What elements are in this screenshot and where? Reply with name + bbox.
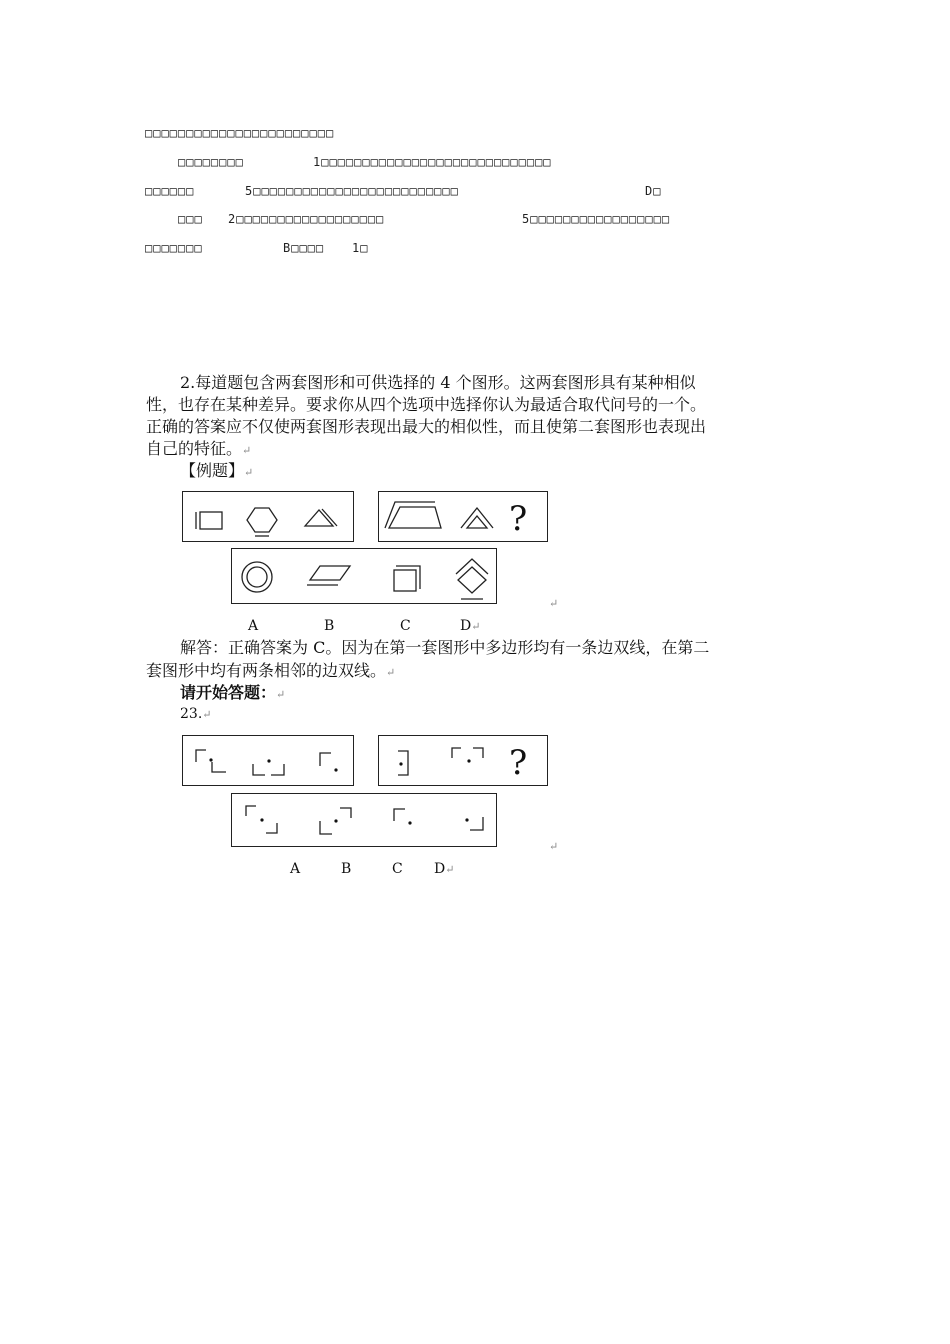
intro-line-2: 性，也存在某种差异。要求你从四个选项中选择你认为最适合取代问号的一个。 <box>146 395 707 414</box>
example-options-panel <box>231 548 497 604</box>
q23-option-label-a: A <box>290 861 301 877</box>
q23-options-figures <box>232 794 498 848</box>
q23-set-1-figures <box>183 736 355 787</box>
return-mark-2: ↵ <box>549 840 559 853</box>
answer-line-1: 解答：正确答案为 C。因为在第一套图形中多边形均有一条边双线，在第二 <box>180 638 710 657</box>
example-set-2-panel <box>378 491 548 542</box>
garbled-line-4a: □□□ <box>178 212 203 226</box>
intro-line-3: 正确的答案应不仅使两套图形表现出最大的相似性，而且使第二套图形也表现出 <box>146 417 707 436</box>
garbled-line-5a: □□□□□□□ <box>145 241 203 255</box>
answer-line-2: 套图形中均有两条相邻的边双线。↵ <box>146 661 396 680</box>
garbled-line-2b: 1□□□□□□□□□□□□□□□□□□□□□□□□□□□□ <box>313 155 552 169</box>
example-option-label-c: C <box>400 618 411 634</box>
example-set-1-panel <box>182 491 354 542</box>
garbled-line-3b: 5□□□□□□□□□□□□□□□□□□□□□□□□□ <box>245 184 459 198</box>
q23-option-label-c: C <box>392 861 403 877</box>
garbled-line-1: □□□□□□□□□□□□□□□□□□□□□□□ <box>145 126 335 140</box>
example-option-label-b: B <box>324 618 335 634</box>
q23-set-2-figures <box>379 736 549 787</box>
q23-set-1-panel <box>182 735 354 786</box>
intro-line-1: 2.每道题包含两套图形和可供选择的 4 个图形。这两套图形具有某种相似 <box>180 373 696 392</box>
example-set-2-figures <box>379 492 549 543</box>
example-options-figures <box>232 549 498 605</box>
example-question-mark: ? <box>509 499 528 539</box>
question-number: 23.↵ <box>180 706 212 722</box>
q23-question-mark: ? <box>509 743 528 783</box>
garbled-line-3a: □□□□□□ <box>145 184 195 198</box>
q23-set-2-panel <box>378 735 548 786</box>
return-mark-1: ↵ <box>549 597 559 610</box>
garbled-line-5b: B□□□□ <box>283 241 325 255</box>
q23-option-label-b: B <box>341 861 352 877</box>
q23-options-panel <box>231 793 497 847</box>
garbled-line-4b: 2□□□□□□□□□□□□□□□□□□ <box>228 212 385 226</box>
garbled-line-2a: □□□□□□□□ <box>178 155 244 169</box>
garbled-line-4c: 5□□□□□□□□□□□□□□□□□ <box>522 212 671 226</box>
example-set-1-figures <box>183 492 355 543</box>
example-heading: 【例题】↵ <box>180 461 254 480</box>
start-heading: 请开始答题：↵ <box>180 683 286 702</box>
intro-line-4: 自己的特征。↵ <box>146 439 252 458</box>
q23-option-label-d: D↵ <box>434 861 455 877</box>
garbled-line-3c: D□ <box>645 184 662 198</box>
example-option-label-a: A <box>248 618 259 634</box>
garbled-line-5c: 1□ <box>352 241 369 255</box>
example-option-label-d: D↵ <box>460 618 481 634</box>
